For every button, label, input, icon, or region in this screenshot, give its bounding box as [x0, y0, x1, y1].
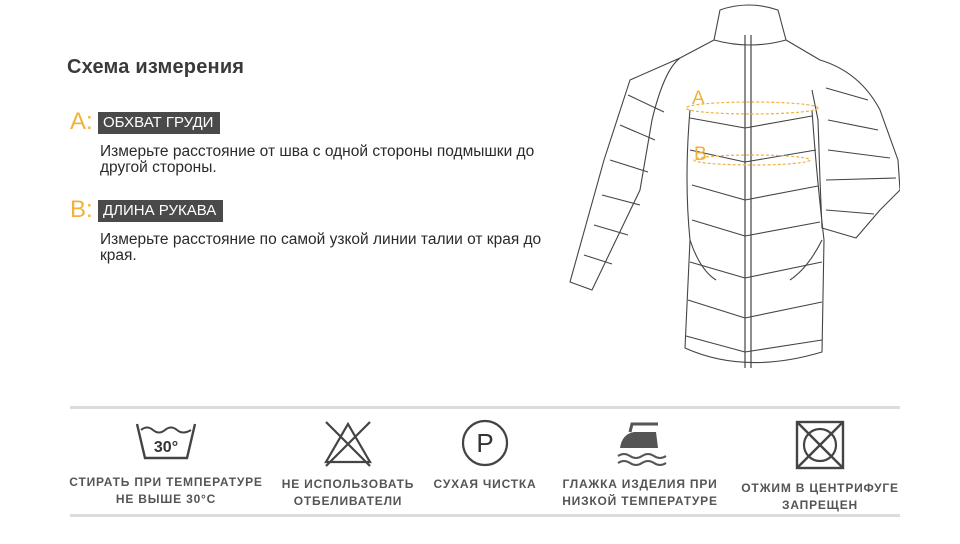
care-item-spin: [734, 418, 906, 514]
care-label-bleach: НЕ ИСПОЛЬЗОВАТЬ ОТБЕЛИВАТЕЛИ: [281, 477, 415, 508]
collar-outline: [714, 5, 786, 45]
no-bleach-icon: [320, 418, 376, 468]
measurement-b-letter: B:: [70, 196, 93, 223]
care-item-bleach: [278, 418, 418, 510]
care-label-wash: СТИРАТЬ ПРИ ТЕМПЕРАТУРЕ НЕ ВЫШЕ 30°С: [69, 475, 263, 506]
bottom-divider: [70, 514, 900, 517]
page-title: Схема измерения: [67, 56, 245, 78]
care-item-dryclean: [425, 418, 545, 493]
care-label-spin: ОТЖИМ В ЦЕНТРИФУГЕ ЗАПРЕЩЕН: [741, 481, 899, 512]
iron-low-icon: [612, 418, 668, 468]
coat-diagram: [560, 0, 900, 380]
measurement-b-description: Измерьте расстояние по самой узкой линии талии от края до края.: [100, 231, 542, 264]
measurement-a-letter: A:: [70, 108, 93, 135]
chest-measure-line: [686, 102, 818, 114]
measurement-b-label: ДЛИНА РУКАВА: [98, 200, 223, 222]
waist-measure-line: [694, 155, 810, 165]
marker-a: A: [692, 88, 705, 109]
wash-temperature: 30°: [153, 439, 179, 456]
coat-body-outline: [570, 40, 900, 363]
care-label-iron: ГЛАЖКА ИЗДЕЛИЯ ПРИ НИЗКОЙ ТЕМПЕРАТУРЕ: [562, 477, 718, 508]
care-item-iron: [552, 418, 728, 510]
care-item-wash: [64, 418, 268, 508]
wash-30-icon: [133, 418, 199, 466]
marker-b: B: [694, 144, 707, 165]
no-tumble-dry-icon: [793, 418, 847, 472]
top-divider: [70, 406, 900, 409]
measurement-a-description: Измерьте расстояние от шва с одной стороны подмышки до другой стороны.: [100, 143, 535, 176]
care-label-dryclean: СУХАЯ ЧИСТКА: [433, 477, 537, 491]
dry-clean-letter: P: [476, 428, 494, 458]
measurement-a-label: ОБХВАТ ГРУДИ: [98, 112, 220, 134]
dry-clean-p-icon: [460, 418, 510, 468]
